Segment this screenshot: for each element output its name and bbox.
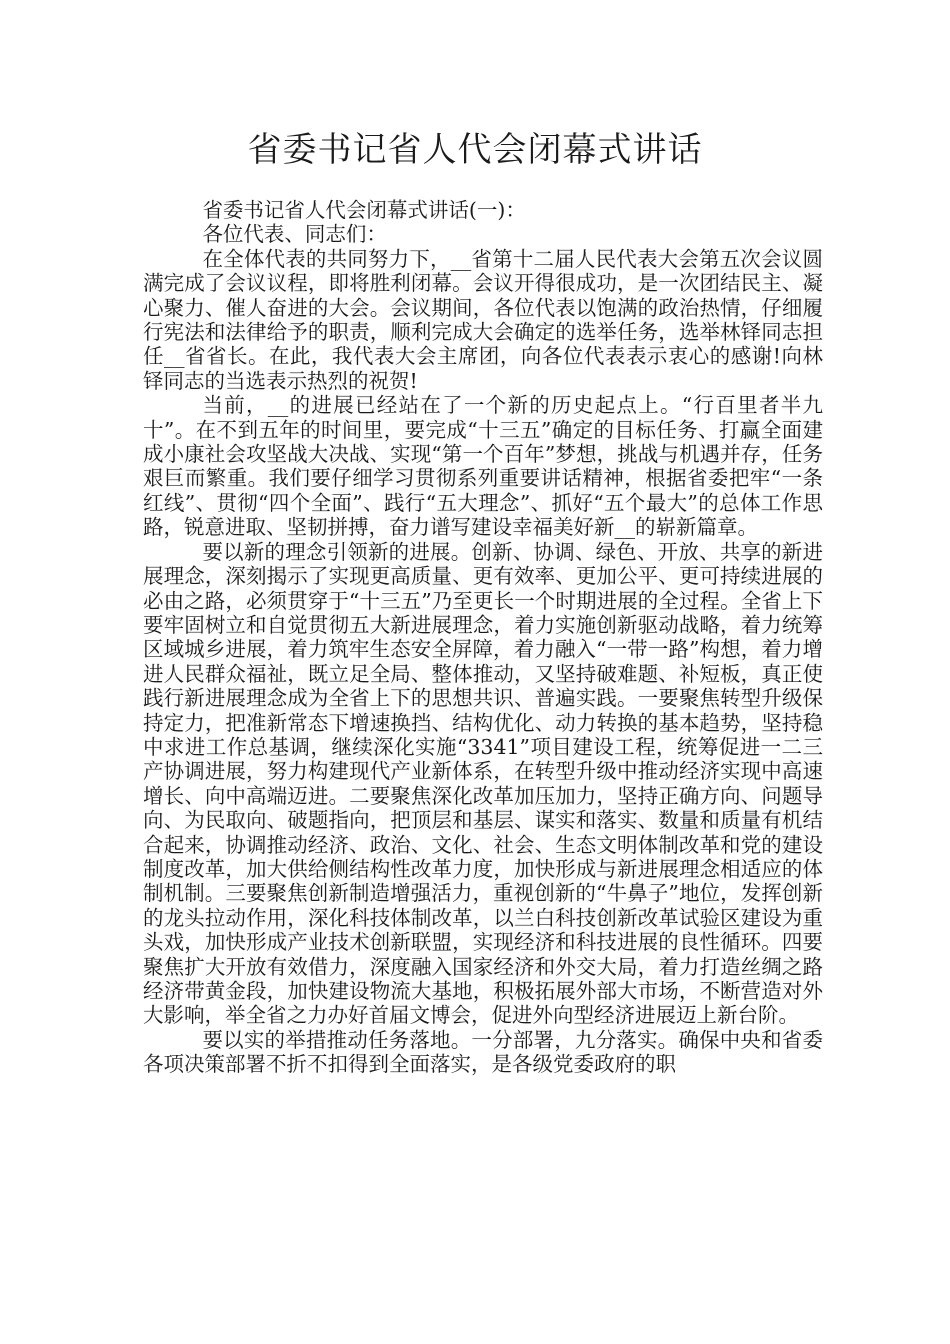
document-title: 省委书记省人代会闭幕式讲话	[247, 130, 703, 170]
paragraph: 要以新的理念引领新的进展。创新、协调、绿色、开放、共享的新进展理念，深刻揭示了实现更高质量、更有效率、更加公平、更可持续进展的必由之路，必须贯穿于“十三五”乃至更长一个时期进展的全过程。全省上下要牢固树立和自觉贯彻五大新进展理念，着力实施创新驱动战略，着力统筹区域城乡进展，着力筑牢生态安全屏障，着力融入“一带一路”构想，着力增进人民群众福祉，既立足全局、整体推动，又坚持破难题、补短板，真正使践行新进展理念成为全省上下的思想共识、普遍实践。一要聚焦转型升级保持定力，把准新常态下增速换挡、结构优化、动力转换的基本趋势，坚持稳中求进工作总基调，继续深化实施“3341”项目建设工程，统筹促进一二三产协调进展，努力构建现代产业新体系，在转型升级中推动经济实现中高速增长、向中高端迈进。二要聚焦深化改革加压加力，坚持正确方向、问题导向、为民取向、破题指向，把顶层和基层、谋实和落实、数量和质量有机结合起来，协调推动经济、政治、文化、社会、生态文明体制改革和党的建设制度改革，加大供给侧结构性改革力度，加快形成与新进展理念相适应的体制机制。三要聚焦创新制造增强活力，重视创新的“牛鼻子”地位，发挥创新的龙头拉动作用，深化科技体制改革，以兰白科技创新改革试验区建设为重头戏，加快形成产业技术创新联盟，实现经济和科技进展的良性循环。四要聚焦扩大开放有效借力，深度融入国家经济和外交大局，着力打造丝绸之路经济带黄金段，加快建设物流大基地，积极拓展外部大市场，不断营造对外大影响，举全省之力办好首届文博会，促进外向型经济进展迈上新台阶。	[143, 539, 823, 1028]
paragraph-subtitle: 省委书记省人代会闭幕式讲话(一)：	[202, 198, 526, 222]
document-body	[143, 198, 823, 1077]
paragraph: 当前，__的进展已经站在了一个新的历史起点上。“行百里者半九十”。在不到五年的时间里，要完成“十三五”确定的目标任务、打赢全面建成小康社会攻坚战大决战、实现“第一个百年”梦想，挑战与机遇并存，任务艰巨而繁重。我们要仔细学习贯彻系列重要讲话精神，根据省委把牢“一条红线”、贯彻“四个全面”、践行“五大理念”、抓好“五个最大”的总体工作思路，锐意进取、坚韧拼搏，奋力谱写建设幸福美好新__的崭新篇章。	[143, 393, 823, 540]
paragraph: 在全体代表的共同努力下，__省第十二届人民代表大会第五次会议圆满完成了会议议程，即将胜利闭幕。会议开得很成功，是一次团结民主、凝心聚力、催人奋进的大会。会议期间，各位代表以饱满的政治热情，仔细履行宪法和法律给予的职责，顺利完成大会确定的选举任务，选举林铎同志担任__省省长。在此，我代表大会主席团，向各位代表表示衷心的感谢!向林铎同志的当选表示热烈的祝贺!	[143, 246, 823, 393]
paragraph-salutation: 各位代表、同志们：	[202, 222, 387, 247]
paragraph: 要以实的举措推动任务落地。一分部署，九分落实。确保中央和省委各项决策部署不折不扣得到全面落实，是各级党委政府的职	[143, 1027, 823, 1077]
